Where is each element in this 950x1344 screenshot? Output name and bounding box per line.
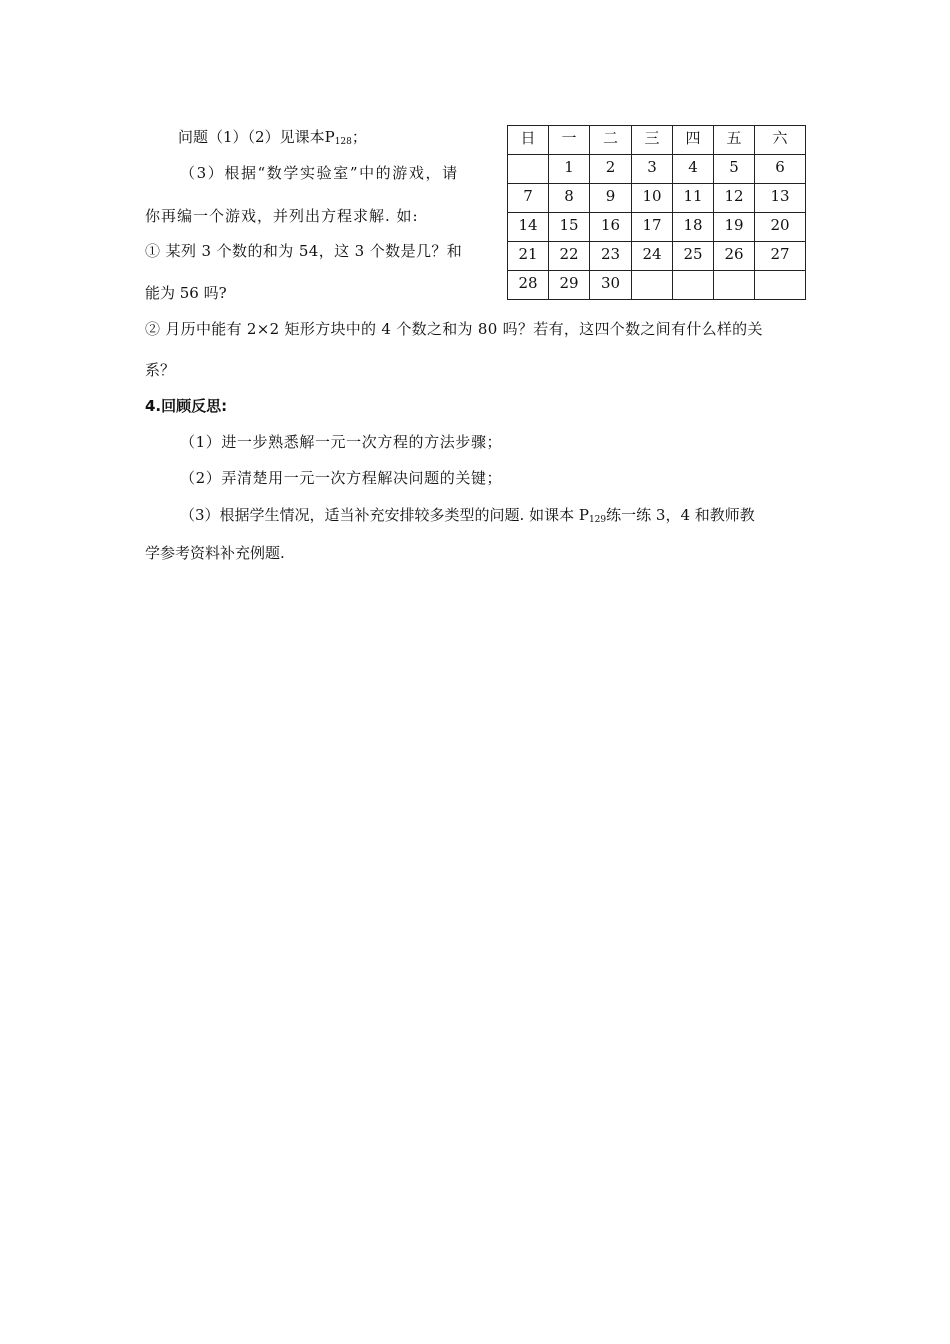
calendar-day-cell: 12 xyxy=(714,184,755,213)
reflection-item-1: （1）进一步熟悉解一元一次方程的方法步骤； xyxy=(180,433,503,451)
calendar-header-cell: 日 xyxy=(508,126,549,155)
reflection-item-2: （2）弄清楚用一元一次方程解决问题的关键； xyxy=(180,469,503,487)
calendar-table xyxy=(507,125,806,300)
paragraph-game-line1: （3）根据“数学实验室”中的游戏，请 xyxy=(180,164,459,182)
paragraph-game-line2: 你再编一个游戏，并列出方程求解. 如: xyxy=(145,207,419,225)
reflection-item-3-end: 练一练 3，4 和教师教 xyxy=(606,506,755,524)
calendar-day-cell xyxy=(714,271,755,300)
calendar-header-cell: 三 xyxy=(632,126,673,155)
calendar-day-cell: 17 xyxy=(632,213,673,242)
page-subscript-129: 129 xyxy=(588,515,607,525)
problem-ref-end: ； xyxy=(351,128,367,146)
reflection-item-3-cont: 学参考资料补充例题. xyxy=(145,544,285,562)
calendar-day-cell: 24 xyxy=(632,242,673,271)
calendar-day-cell xyxy=(673,271,714,300)
calendar-day-cell: 30 xyxy=(590,271,632,300)
calendar-day-cell: 5 xyxy=(714,155,755,184)
example-two-line1: ② 月历中能有 2×2 矩形方块中的 4 个数之和为 80 吗？若有，这四个数之间有什么样的关 xyxy=(145,320,763,338)
calendar-day-cell: 27 xyxy=(755,242,806,271)
calendar-header-row xyxy=(508,126,806,155)
calendar-week-row xyxy=(508,155,806,184)
calendar-day-cell: 8 xyxy=(549,184,590,213)
calendar-week-row xyxy=(508,213,806,242)
calendar-day-cell: 29 xyxy=(549,271,590,300)
reflection-item-3 xyxy=(180,506,755,529)
paragraph-problem-ref xyxy=(178,128,367,151)
example-one-line1: ① 某列 3 个数的和为 54，这 3 个数是几？和 xyxy=(145,242,463,260)
calendar-day-cell: 26 xyxy=(714,242,755,271)
calendar-week-row xyxy=(508,184,806,213)
section-heading-text: 4.回顾反思: xyxy=(145,397,228,415)
calendar-day-cell: 6 xyxy=(755,155,806,184)
calendar-week-row xyxy=(508,271,806,300)
calendar-day-cell: 7 xyxy=(508,184,549,213)
calendar-header-cell: 一 xyxy=(549,126,590,155)
calendar-day-cell: 28 xyxy=(508,271,549,300)
calendar-day-cell xyxy=(755,271,806,300)
calendar-day-cell: 21 xyxy=(508,242,549,271)
calendar-day-cell: 23 xyxy=(590,242,632,271)
calendar-day-cell: 19 xyxy=(714,213,755,242)
example-one-line2: 能为 56 吗? xyxy=(145,284,227,302)
calendar-header-cell: 二 xyxy=(590,126,632,155)
calendar-day-cell: 2 xyxy=(590,155,632,184)
problem-ref-text: 问题（1）（2）见课本P xyxy=(178,128,335,146)
calendar-day-cell: 11 xyxy=(673,184,714,213)
calendar-day-cell: 18 xyxy=(673,213,714,242)
calendar-day-cell: 22 xyxy=(549,242,590,271)
calendar-day-cell: 4 xyxy=(673,155,714,184)
calendar-day-cell: 1 xyxy=(549,155,590,184)
reflection-item-3-text: （3）根据学生情况，适当补充安排较多类型的问题. 如课本 P xyxy=(180,506,589,524)
calendar-day-cell: 16 xyxy=(590,213,632,242)
calendar-day-cell: 25 xyxy=(673,242,714,271)
calendar-day-cell xyxy=(632,271,673,300)
calendar-header-cell: 四 xyxy=(673,126,714,155)
calendar-day-cell xyxy=(508,155,549,184)
calendar-day-cell: 9 xyxy=(590,184,632,213)
calendar-day-cell: 10 xyxy=(632,184,673,213)
calendar-day-cell: 15 xyxy=(549,213,590,242)
calendar-day-cell: 14 xyxy=(508,213,549,242)
calendar-header-cell: 五 xyxy=(714,126,755,155)
calendar-day-cell: 13 xyxy=(755,184,806,213)
section-heading xyxy=(145,397,227,415)
calendar-day-cell: 3 xyxy=(632,155,673,184)
calendar-header-cell: 六 xyxy=(755,126,806,155)
page-subscript-128: 128 xyxy=(334,137,352,147)
calendar-day-cell: 20 xyxy=(755,213,806,242)
example-two-line2: 系？ xyxy=(145,361,176,379)
calendar-week-row xyxy=(508,242,806,271)
